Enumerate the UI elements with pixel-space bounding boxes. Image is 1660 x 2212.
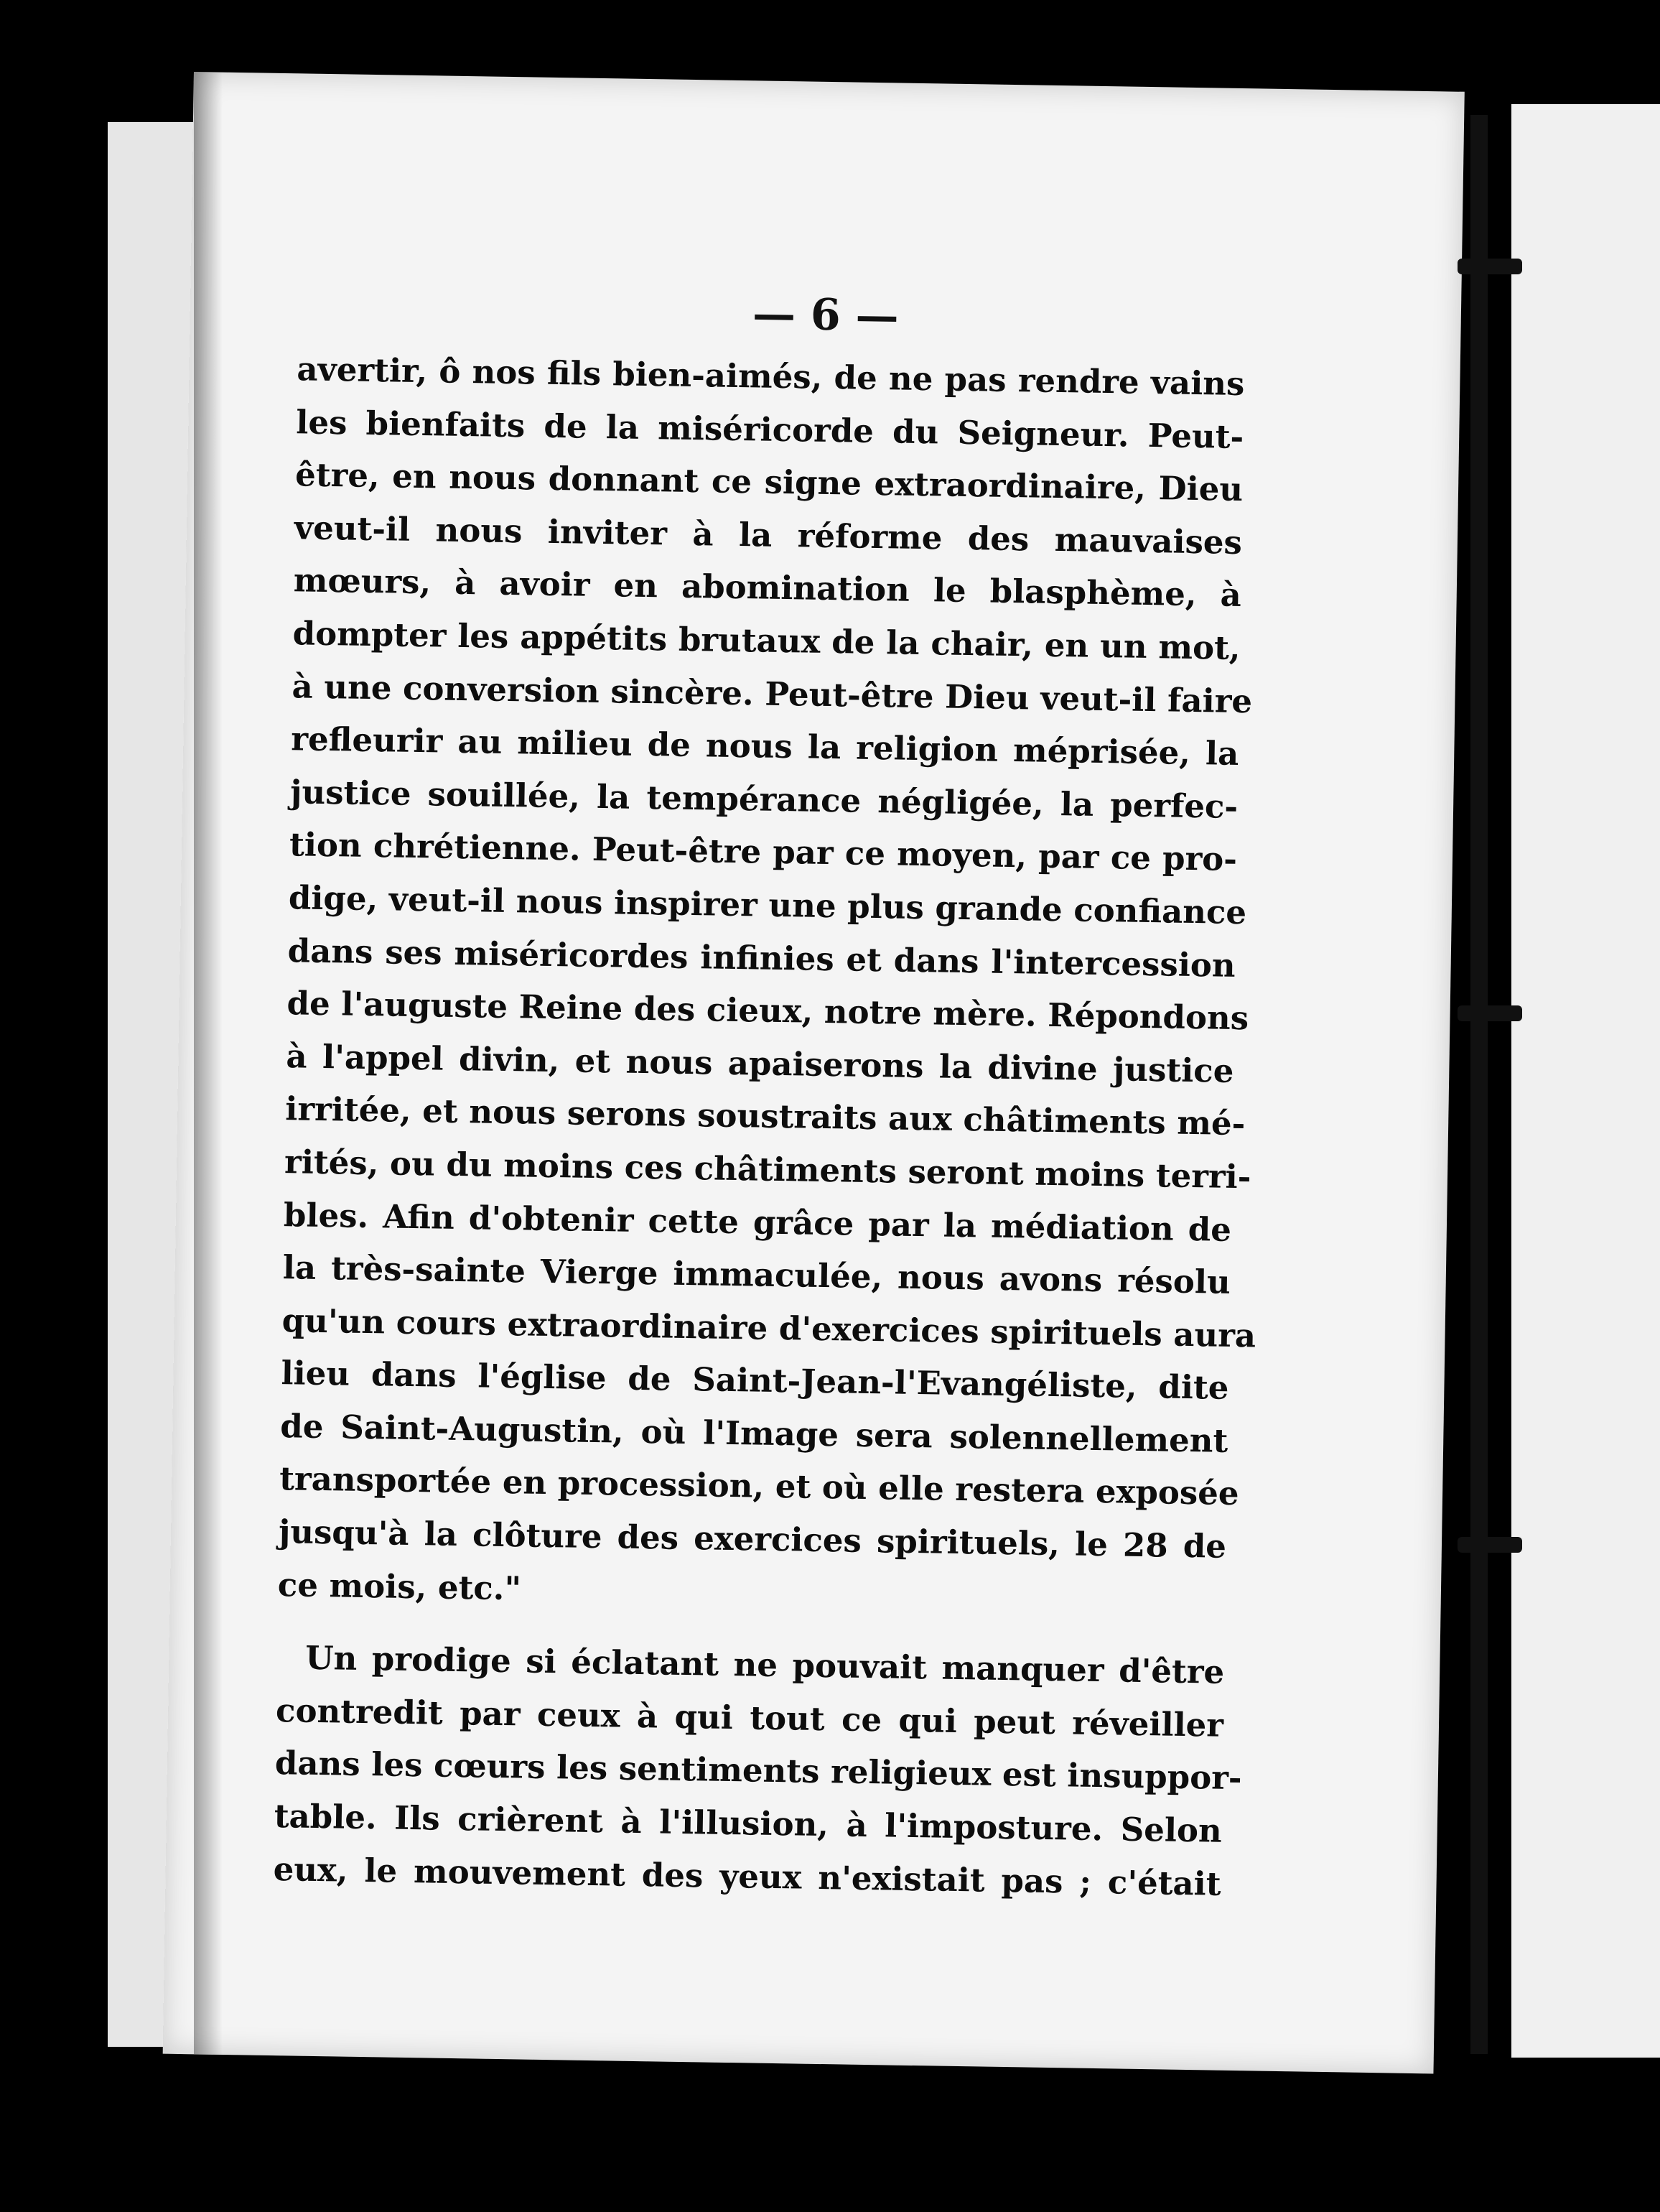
text-line: lieu dans l'église de Saint-Jean-l'Evangéliste, dite — [281, 1354, 1229, 1408]
paragraph-2 — [273, 1631, 1243, 1910]
text-line: eux, le mouvement des yeux n'existait pas ; c'était — [273, 1849, 1221, 1903]
text-line: de l'auguste Reine des cieux, notre mère. Répondons — [286, 984, 1249, 1038]
binding-stitch — [1458, 259, 1522, 274]
text-line: à une conversion sincère. Peut-être Dieu veut-il faire — [292, 666, 1253, 720]
next-page-edge — [1511, 104, 1660, 2058]
page-text — [273, 343, 1256, 1910]
paragraph-1 — [277, 343, 1256, 1626]
text-line: table. Ils crièrent à l'illusion, à l'imposture. Selon — [274, 1797, 1223, 1850]
text-line: veut-il nous inviter à la réforme des mauvaises — [294, 508, 1243, 562]
text-line: tion chrétienne. Peut-être par ce moyen, par ce pro- — [289, 825, 1238, 879]
text-line: jusqu'à la clôture des exercices spirituels, le 28 de — [278, 1512, 1227, 1566]
text-line: dans ses miséricordes infinies et dans l'intercession — [287, 931, 1236, 985]
text-line: mœurs, à avoir en abomination le blasphème, à — [293, 561, 1242, 615]
text-line: qu'un cours extraordinaire d'exercices spirituels aura — [281, 1301, 1256, 1355]
text-line: de Saint-Augustin, où l'Image sera solennellement — [279, 1407, 1228, 1460]
text-line: dige, veut-il nous inspirer une plus grande confiance — [288, 878, 1247, 932]
book-page — [163, 72, 1465, 2073]
text-line: rités, ou du moins ces châtiments seront moins terri- — [284, 1143, 1251, 1196]
text-line: avertir, ô nos fils bien-aimés, de ne pas rendre vains — [297, 350, 1245, 404]
book-spine — [1470, 115, 1488, 2054]
text-line: dompter les appétits brutaux de la chair, en un mot, — [292, 614, 1241, 667]
text-line: bles. Afin d'obtenir cette grâce par la médiation de — [283, 1195, 1232, 1249]
text-line: les bienfaits de la miséricorde du Seigneur. Peut- — [295, 402, 1244, 456]
text-line: ce mois, etc." — [277, 1565, 522, 1608]
text-line: Un prodige si éclatant ne pouvait manquer d'être — [304, 1638, 1225, 1692]
text-line: refleurir au milieu de nous la religion méprisée, la — [291, 720, 1239, 773]
text-line: la très-sainte Vierge immaculée, nous avons résolu — [282, 1248, 1231, 1301]
text-line: dans les cœurs les sentiments religieux est insuppor- — [274, 1744, 1243, 1798]
page-number: — 6 — — [752, 289, 900, 342]
text-line: justice souillée, la tempérance négligée, la perfec- — [289, 772, 1239, 826]
text-line: transportée en procession, et où elle restera exposée — [279, 1459, 1239, 1513]
text-line: à l'appel divin, et nous apaiserons la divine justice — [286, 1036, 1234, 1090]
gutter-shadow — [194, 72, 223, 2054]
text-line: contredit par ceux à qui tout ce qui peut réveiller — [275, 1691, 1224, 1744]
binding-stitch — [1458, 1005, 1522, 1021]
text-line: irritée, et nous serons soustraits aux châtiments mé- — [284, 1089, 1246, 1143]
binding-stitch — [1458, 1537, 1522, 1553]
text-line: être, en nous donnant ce signe extraordinaire, Dieu — [294, 455, 1244, 509]
